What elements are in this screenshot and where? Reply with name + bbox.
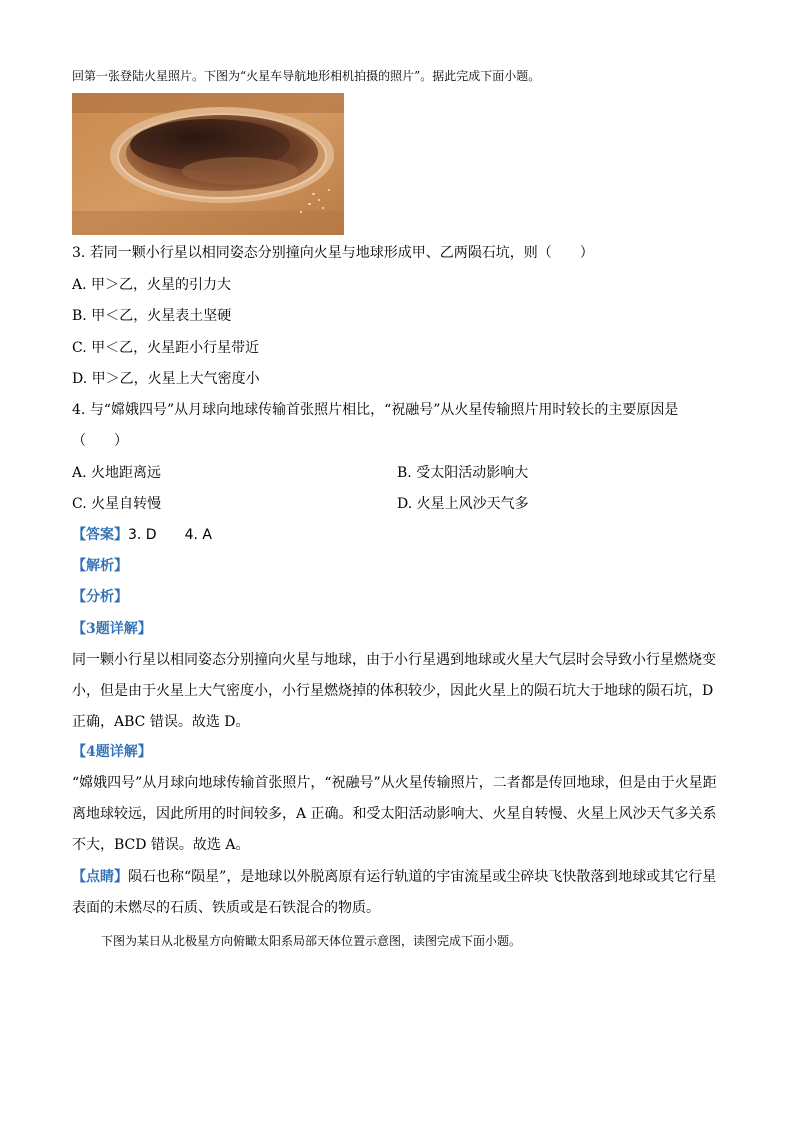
q3-detail-line2: 小，但是由于火星上大气密度小，小行星燃烧掉的体积较少，因此火星上的陨石坑大于地球的陨石坑，D [72,683,714,699]
q4-detail-line2: 离地球较远，因此所用的时间较多，A 正确。和受太阳活动影响大、火星自转慢、火星上风沙天气多关系 [72,806,717,822]
q3-stem: 3. 若同一颗小行星以相同姿态分别撞向火星与地球形成甲、乙两陨石坑，则（ ） [72,245,594,261]
dianjing-text1: 陨石也称“陨星”，是地球以外脱离原有运行轨道的宇宙流星或尘碎块飞快散落到地球或其它行星 [128,869,717,885]
dianjing-line2: 表面的未燃尽的石质、铁质或是石铁混合的物质。 [72,900,380,916]
q3-option-c: C. 甲＜乙，火星距小行星带近 [72,340,260,356]
dianjing-tag: 【点睛】 [72,869,128,885]
q4-option-c: C. 火星自转慢 [72,496,162,512]
q4-stem-line1: 4. 与“嫦娥四号”从月球向地球传输首张照片相比，“祝融号”从火星传输照片用时较长的主要原因是 [72,402,679,418]
fenxi-tag: 【分析】 [72,589,128,605]
q4-option-d: D. 火星上风沙天气多 [397,496,529,512]
q4-detail-body [72,768,722,861]
q4-detail-line3: 不大，BCD 错误。故选 A。 [72,837,250,853]
q3-option-b: B. 甲＜乙，火星表土坚硬 [72,308,232,324]
dianjing-line1 [72,862,722,893]
q3-option-a: A. 甲＞乙，火星的引力大 [72,277,232,293]
answer-text: 3. D 4. A [128,527,212,543]
q4-detail-tag: 【4题详解】 [72,744,152,760]
q3-detail-line3: 正确，ABC 错误。故选 D。 [72,714,250,730]
next-intro-text: 下图为某日从北极星方向俯瞰太阳系局部天体位置示意图，读图完成下面小题。 [101,934,522,948]
q4-option-b: B. 受太阳活动影响大 [397,465,529,481]
q4-option-a: A. 火地距离远 [72,465,162,481]
answer-tag: 【答案】 [72,527,128,543]
q4-stem-line2: （ ） [72,433,128,449]
analysis-tag: 【解析】 [72,558,128,574]
mars-crater-photo [72,93,344,235]
q3-option-d: D. 甲＞乙，火星上大气密度小 [72,371,260,387]
dianjing-body [72,862,722,924]
q3-detail-tag: 【3题详解】 [72,621,152,637]
q3-detail-body [72,645,722,738]
q4-detail-line1: “嫦娥四号”从月球向地球传输首张照片，“祝融号”从火星传输照片，二者都是传回地球，但是由于火星距 [72,775,717,791]
q3-detail-line1: 同一颗小行星以相同姿态分别撞向火星与地球，由于小行星遇到地球或火星大气层时会导致小行星燃烧变 [72,652,716,668]
intro-text: 回第一张登陆火星照片。下图为“火星车导航地形相机拍摄的照片”。据此完成下面小题。 [72,69,541,83]
answer-row [72,526,212,544]
